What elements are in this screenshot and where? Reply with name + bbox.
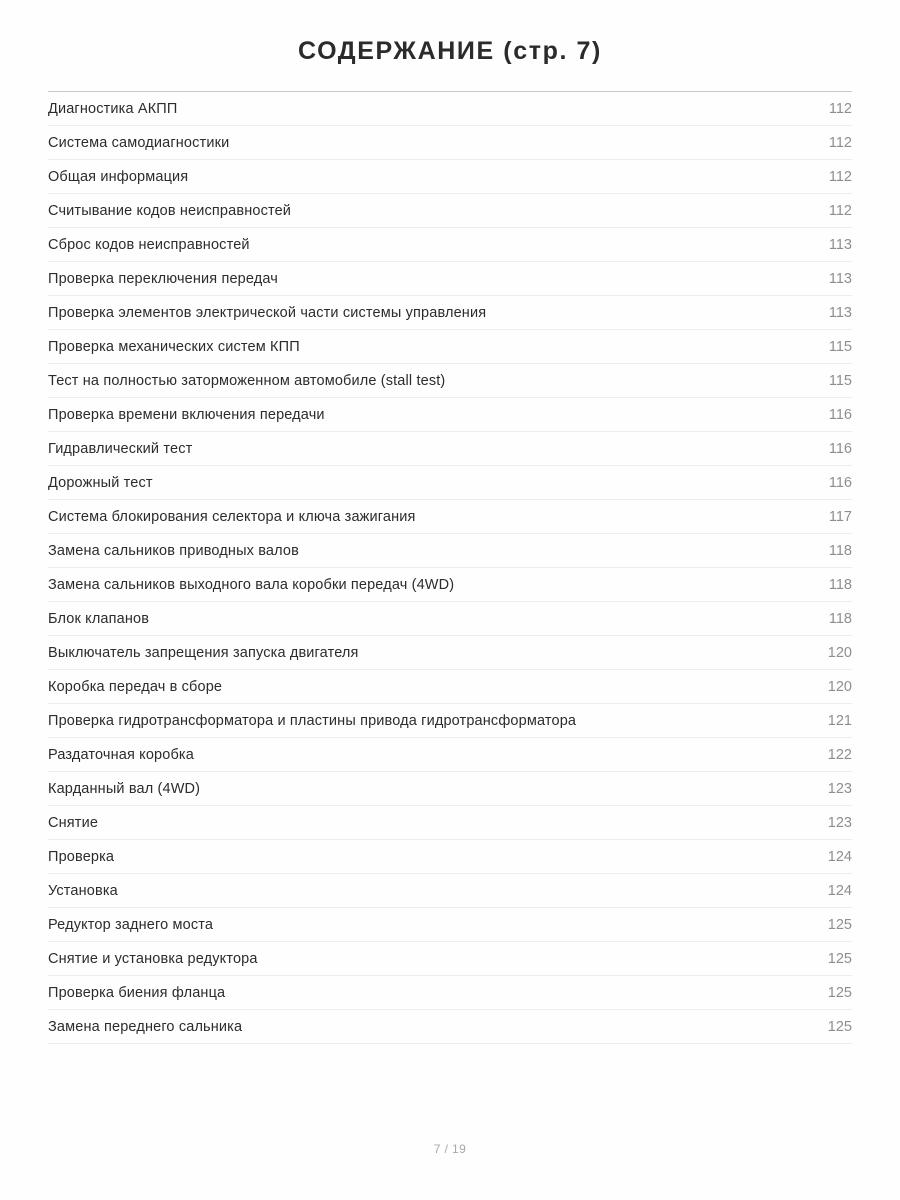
- toc-entry[interactable]: [48, 908, 852, 942]
- toc-entry-label: Блок клапанов: [48, 611, 150, 628]
- toc-entry-page-number: 125: [827, 951, 852, 968]
- toc-entry-page-number: 112: [828, 101, 852, 118]
- toc-entry-label: Коробка передач в сборе: [48, 679, 223, 696]
- toc-entry[interactable]: [48, 534, 852, 568]
- toc-entry-page-number: 118: [828, 543, 852, 560]
- toc-entry-page-number: 125: [827, 985, 852, 1002]
- toc-entry-label: Дорожный тест: [48, 475, 153, 492]
- toc-entry[interactable]: [48, 568, 852, 602]
- toc-entry[interactable]: [48, 772, 852, 806]
- toc-entry-page-number: 112: [828, 203, 852, 220]
- toc-entry-label: Замена сальников выходного вала коробки передач (4WD): [48, 577, 455, 594]
- toc-entry-page-number: 125: [827, 1019, 852, 1036]
- toc-entry-label: Снятие: [48, 815, 99, 832]
- toc-entry-label: Общая информация: [48, 169, 189, 186]
- toc-entry-label: Замена переднего сальника: [48, 1019, 243, 1036]
- toc-entry[interactable]: [48, 432, 852, 466]
- toc-entry-label: Проверка переключения передач: [48, 271, 278, 288]
- toc-entry-label: Проверка механических систем КПП: [48, 339, 300, 356]
- toc-entry[interactable]: [48, 296, 852, 330]
- toc-entry[interactable]: [48, 704, 852, 738]
- toc-entry-label: Система блокирования селектора и ключа зажигания: [48, 509, 416, 526]
- toc-entry-label: Раздаточная коробка: [48, 747, 194, 764]
- toc-entry-page-number: 113: [828, 271, 852, 288]
- page-title: СОДЕРЖАНИЕ (стр. 7): [298, 37, 602, 65]
- toc-entry[interactable]: [48, 670, 852, 704]
- toc-entry-page-number: 122: [827, 747, 852, 764]
- toc-entry-label: Проверка: [48, 849, 115, 866]
- toc-entry[interactable]: [48, 874, 852, 908]
- toc-entry[interactable]: [48, 194, 852, 228]
- toc-entry-page-number: 113: [828, 305, 852, 322]
- toc-entry[interactable]: [48, 364, 852, 398]
- toc-entry-page-number: 118: [828, 611, 852, 628]
- toc-entry[interactable]: [48, 806, 852, 840]
- toc-entry[interactable]: [48, 738, 852, 772]
- toc-entry[interactable]: [48, 160, 852, 194]
- toc-entry-label: Проверка биения фланца: [48, 985, 226, 1002]
- toc-entry[interactable]: [48, 126, 852, 160]
- toc-entry-label: Считывание кодов неисправностей: [48, 203, 292, 220]
- toc-entry[interactable]: [48, 840, 852, 874]
- toc-entry[interactable]: [48, 636, 852, 670]
- toc-entry[interactable]: [48, 262, 852, 296]
- toc-entry-label: Тест на полностью заторможенном автомобиле (stall test): [48, 373, 446, 390]
- toc-entry-page-number: 112: [828, 169, 852, 186]
- toc-entry-page-number: 124: [827, 883, 852, 900]
- toc-entry[interactable]: [48, 466, 852, 500]
- toc-entry-label: Карданный вал (4WD): [48, 781, 201, 798]
- toc-entry-page-number: 113: [828, 237, 852, 254]
- toc-entry-label: Проверка гидротрансформатора и пластины привода гидротрансформатора: [48, 713, 577, 730]
- toc-entry-page-number: 123: [827, 781, 852, 798]
- toc-entry-label: Диагностика АКПП: [48, 101, 178, 118]
- toc-entry-page-number: 115: [828, 373, 852, 390]
- toc-entry[interactable]: [48, 92, 852, 126]
- toc-entry-page-number: 120: [827, 679, 852, 696]
- toc-entry-page-number: 116: [828, 475, 852, 492]
- toc-entry-page-number: 118: [828, 577, 852, 594]
- table-of-contents: [48, 92, 852, 1044]
- toc-entry-page-number: 116: [828, 407, 852, 424]
- toc-entry-label: Система самодиагностики: [48, 135, 230, 152]
- toc-entry[interactable]: [48, 228, 852, 262]
- toc-entry[interactable]: [48, 602, 852, 636]
- page-footer: 7 / 19: [433, 1142, 467, 1156]
- toc-entry-label: Замена сальников приводных валов: [48, 543, 299, 560]
- toc-entry-label: Установка: [48, 883, 118, 900]
- toc-entry-page-number: 124: [827, 849, 852, 866]
- toc-entry-label: Редуктор заднего моста: [48, 917, 214, 934]
- toc-entry-page-number: 112: [828, 135, 852, 152]
- toc-entry-page-number: 116: [828, 441, 852, 458]
- toc-entry[interactable]: [48, 398, 852, 432]
- toc-entry[interactable]: [48, 1010, 852, 1044]
- toc-entry[interactable]: [48, 942, 852, 976]
- toc-entry-page-number: 117: [828, 509, 852, 526]
- toc-entry-label: Сброс кодов неисправностей: [48, 237, 250, 254]
- toc-entry-page-number: 121: [827, 713, 852, 730]
- toc-entry-label: Проверка элементов электрической части системы управления: [48, 305, 487, 322]
- toc-entry-page-number: 115: [828, 339, 852, 356]
- toc-entry-label: Выключатель запрещения запуска двигателя: [48, 645, 359, 662]
- toc-entry-page-number: 123: [827, 815, 852, 832]
- toc-entry-label: Проверка времени включения передачи: [48, 407, 325, 424]
- toc-entry[interactable]: [48, 500, 852, 534]
- toc-entry-label: Гидравлический тест: [48, 441, 193, 458]
- toc-entry-label: Снятие и установка редуктора: [48, 951, 258, 968]
- toc-entry-page-number: 120: [827, 645, 852, 662]
- toc-entry-page-number: 125: [827, 917, 852, 934]
- toc-entry[interactable]: [48, 976, 852, 1010]
- toc-entry[interactable]: [48, 330, 852, 364]
